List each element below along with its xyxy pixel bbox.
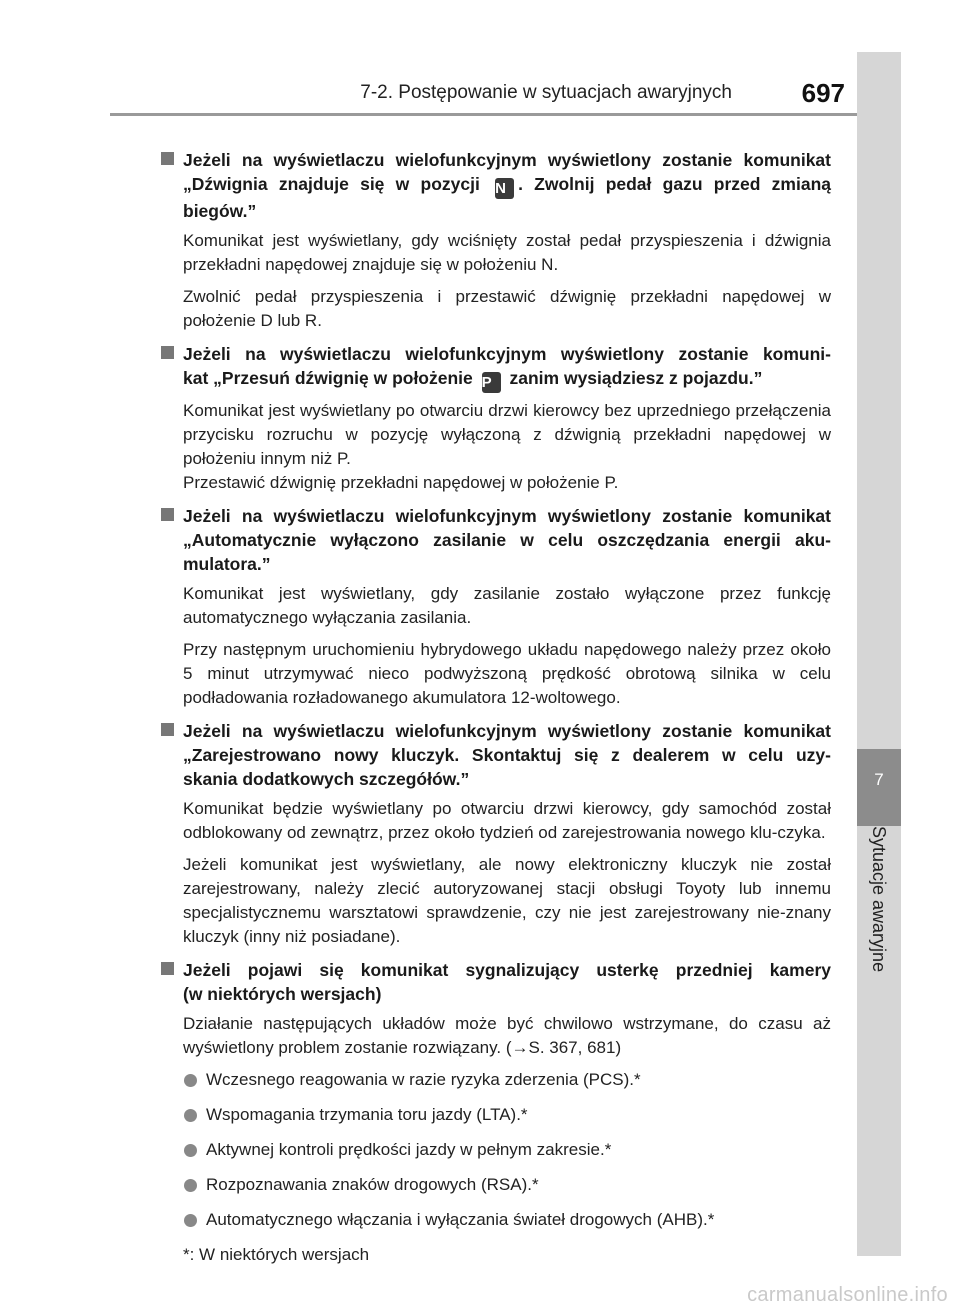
bullet-dot-icon	[184, 1074, 197, 1087]
section-marker-square	[161, 723, 174, 736]
list-item-text: Aktywnej kontroli prędkości jazdy w pełnym zakresie.*	[206, 1140, 612, 1159]
heading-line: Jeżeli na wyświetlaczu wielofunkcyjnym wyświetlony zostanie komunikat	[183, 721, 831, 741]
heading-line: Jeżeli na wyświetlaczu wielofunkcyjnym wyświetlony zostanie komuni-	[183, 344, 831, 364]
section-5	[161, 958, 831, 1267]
running-header-title: 7-2. Postępowanie w sytuacjach awaryjnych	[360, 82, 732, 103]
paragraph: Komunikat będzie wyświetlany po otwarciu drzwi kierowcy, gdy samochód został odblokowany od zewnątrz, przez około tydzień od zarejestrowania nowego klu-czyka.	[183, 799, 831, 842]
section-3	[161, 504, 831, 710]
heading-line: skania dodatkowych szczegółów.”	[183, 769, 470, 789]
list-item-text: Automatycznego włączania i wyłączania świateł drogowych (AHB).*	[206, 1210, 715, 1229]
bullet-dot-icon	[184, 1144, 197, 1157]
gear-p-icon: P	[482, 372, 501, 393]
section-marker-square	[161, 508, 174, 521]
page-number: 697	[801, 78, 845, 108]
heading-line: Jeżeli na wyświetlaczu wielofunkcyjnym wyświetlony zostanie komunikat	[183, 506, 831, 526]
paragraph: Zwolnić pedał przyspieszenia i przestawić dźwignię przekładni napędowej w położenie D lub R.	[183, 287, 831, 330]
heading-line: „Zarejestrowano nowy kluczyk. Skontaktuj się z dealerem w celu uzy-	[183, 745, 831, 765]
side-tab-strip	[857, 52, 901, 1256]
list-item-text: Rozpoznawania znaków drogowych (RSA).*	[206, 1175, 539, 1194]
section-heading	[183, 958, 831, 1006]
chapter-label: Sytuacje awaryjne	[869, 826, 889, 973]
section-2	[161, 342, 831, 495]
heading-line: mulatora.”	[183, 554, 271, 574]
footnote: *: W niektórych wersjach	[183, 1245, 370, 1264]
section-heading	[183, 504, 831, 576]
section-heading	[183, 719, 831, 791]
page-content	[161, 148, 831, 1276]
list-item	[183, 1173, 831, 1197]
bullet-list	[183, 1068, 831, 1232]
heading-line: „Dźwignia znajduje się w pozycji N . Zwolnij pedał gazu przed zmianą	[183, 174, 831, 197]
heading-line: Jeżeli pojawi się komunikat sygnalizujący usterkę przedniej kamery	[183, 960, 831, 980]
paragraph: Komunikat jest wyświetlany po otwarciu drzwi kierowcy bez uprzedniego przełączenia przycisku rozruchu w pozycję wyłączoną z dźwignią przekładni napędowej w położeniu innym niż P. Przestawić dźwignię przekładni napędowej w położenie P.	[183, 401, 831, 492]
list-item-text: Wczesnego reagowania w razie ryzyka zderzenia (PCS).*	[206, 1070, 641, 1089]
heading-line: biegów.”	[183, 201, 257, 221]
bullet-dot-icon	[184, 1109, 197, 1122]
section-4	[161, 719, 831, 949]
heading-line: Jeżeli na wyświetlaczu wielofunkcyjnym wyświetlony zostanie komunikat	[183, 150, 831, 170]
heading-line: (w niektórych wersjach)	[183, 984, 382, 1004]
list-item	[183, 1103, 831, 1127]
gear-n-icon: N	[495, 178, 514, 199]
heading-line: kat „Przesuń dźwignię w położenie P zanim wysiądziesz z pojazdu.”	[183, 368, 763, 391]
paragraph: Jeżeli komunikat jest wyświetlany, ale nowy elektroniczny kluczyk nie został zarejestrowany, należy zlecić autoryzowanej stacji obsługi Toyoty lub innemu specjalistycznemu warsztatowi sprawdzenie, czy nie jest zarejestrowany nie-znany kluczyk (inny niż posiadane).	[183, 855, 831, 946]
section-heading	[183, 148, 831, 223]
section-1	[161, 148, 831, 333]
watermark: carmanualsonline.info	[747, 1284, 948, 1306]
paragraph: Przy następnym uruchomieniu hybrydowego układu napędowego należy przez około 5 minut utrzymywać nieco podwyższoną prędkość obrotową silnika w celu podładowania rozładowanego akumulatora 12-woltowego.	[183, 640, 831, 707]
bullet-dot-icon	[184, 1179, 197, 1192]
section-marker-square	[161, 346, 174, 359]
paragraph: Działanie następujących układów może być chwilowo wstrzymane, do czasu aż wyświetlony problem zostanie rozwiązany. (→S. 367, 681)	[183, 1014, 831, 1057]
page-header	[330, 78, 850, 108]
heading-line: „Automatycznie wyłączono zasilanie w celu oszczędzania energii aku-	[183, 530, 831, 550]
section-heading	[183, 342, 831, 393]
paragraph: Komunikat jest wyświetlany, gdy zasilanie zostało wyłączone przez funkcję automatycznego wyłączania zasilania.	[183, 584, 831, 627]
list-item-text: Wspomagania trzymania toru jazdy (LTA).*	[206, 1105, 528, 1124]
section-marker-square	[161, 152, 174, 165]
list-item	[183, 1208, 831, 1232]
chapter-number: 7	[874, 770, 884, 789]
bullet-dot-icon	[184, 1214, 197, 1227]
list-item	[183, 1138, 831, 1162]
paragraph: Komunikat jest wyświetlany, gdy wciśnięty został pedał przyspieszenia i dźwignia przekładni napędowej znajduje się w położeniu N.	[183, 231, 831, 274]
section-marker-square	[161, 962, 174, 975]
header-rule	[110, 113, 857, 116]
list-item	[183, 1068, 831, 1092]
